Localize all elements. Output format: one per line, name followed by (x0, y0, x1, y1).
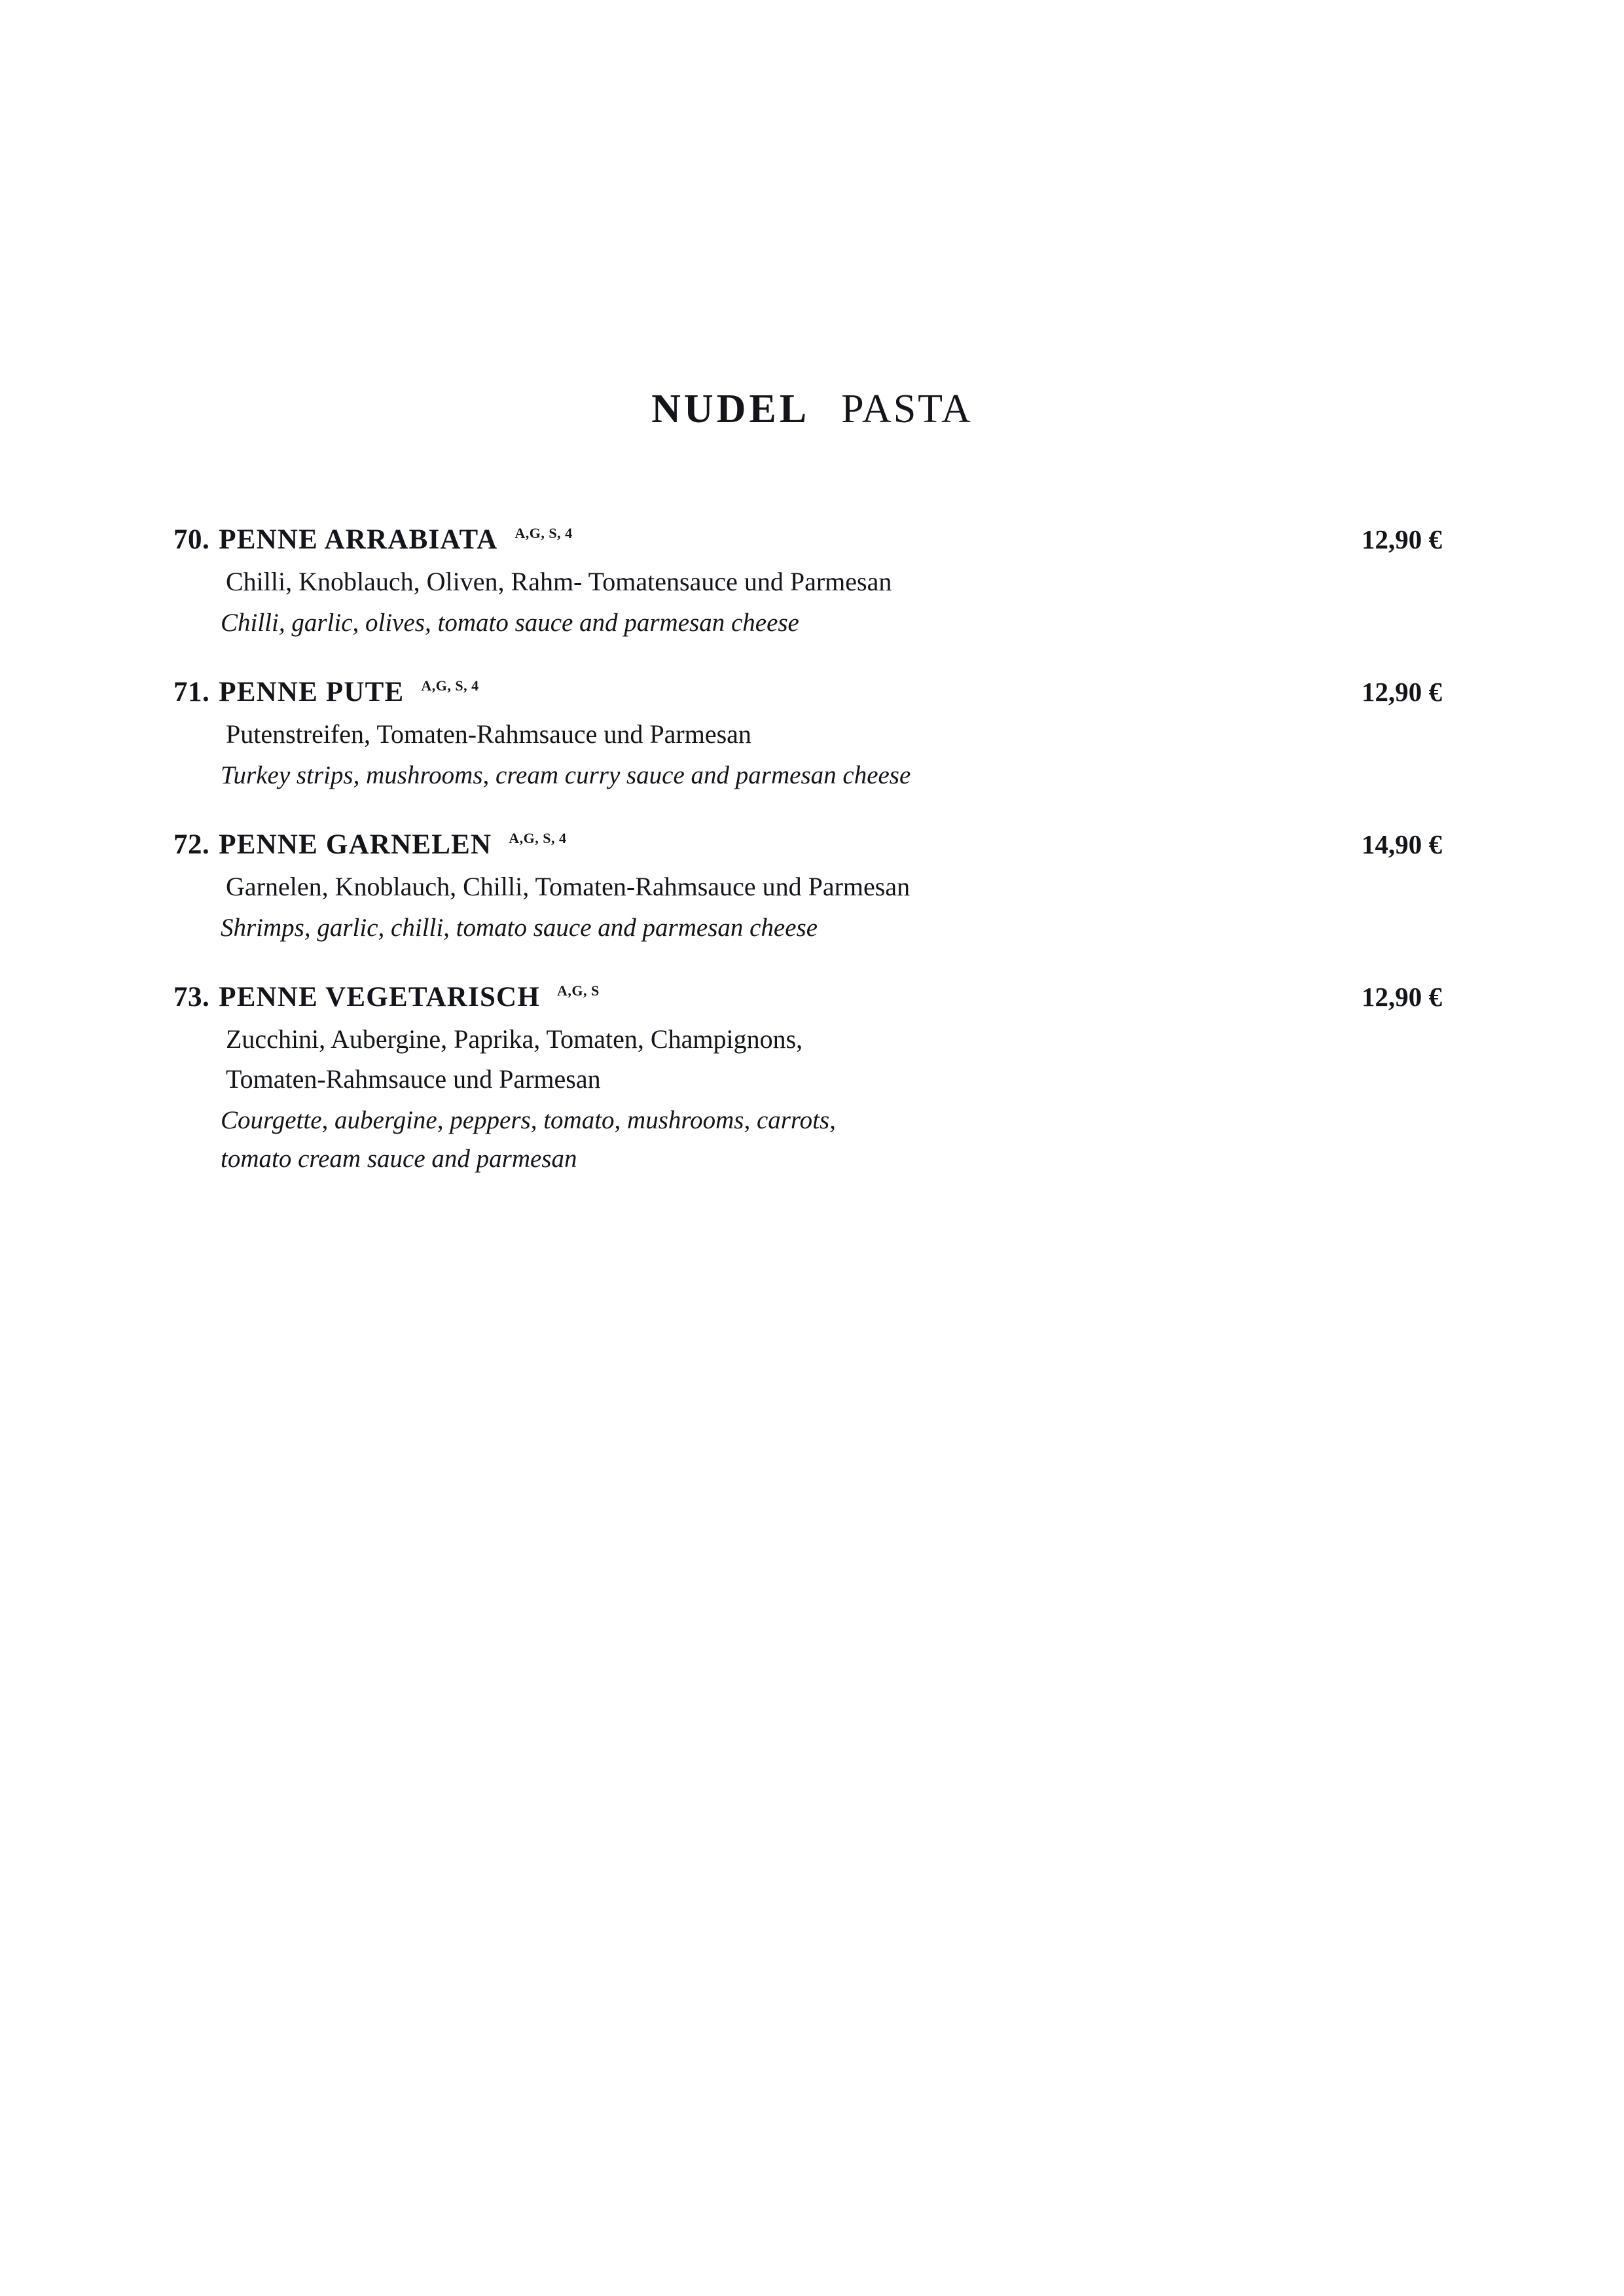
menu-item-number: 70. (173, 524, 210, 555)
description-line: Garnelen, Knoblauch, Chilli, Tomaten-Rahmsauce und Parmesan (226, 872, 911, 902)
page-title-de: NUDEL (651, 387, 810, 431)
description-line: tomato cream sauce and parmesan (221, 1145, 577, 1174)
menu-item-description-de (226, 715, 1456, 755)
description-line: Chilli, garlic, olives, tomato sauce and parmesan cheese (221, 608, 799, 637)
menu-item-price: 12,90 € (1362, 677, 1442, 708)
menu-item-allergens: A,G, S (556, 982, 600, 999)
menu-item-price: 14,90 € (1362, 829, 1442, 860)
menu-item-price: 12,90 € (1362, 524, 1442, 554)
menu-item-price: 12,90 € (1362, 982, 1442, 1013)
menu-item-name: PENNE ARRABIATA (219, 524, 498, 555)
menu-item-allergens: A,G, S, 4 (509, 830, 567, 847)
menu-item-title (173, 524, 573, 556)
description-line: Chilli, Knoblauch, Oliven, Rahm- Tomatensauce und Parmesan (226, 567, 892, 596)
description-line: Shrimps, garlic, chilli, tomato sauce and parmesan cheese (221, 913, 818, 942)
menu-item-title (173, 676, 479, 708)
description-line: Zucchini, Aubergine, Paprika, Tomaten, Champignons, (226, 1024, 803, 1054)
menu-item (173, 676, 1456, 795)
description-line: Courgette, aubergine, peppers, tomato, mushrooms, carrots, (221, 1105, 836, 1134)
menu-item-title (173, 981, 600, 1013)
menu-item-name: PENNE GARNELEN (219, 829, 492, 861)
menu-item (173, 981, 1456, 1178)
menu-item-description-en (221, 756, 1456, 795)
page-title (0, 386, 1624, 433)
menu-item-allergens: A,G, S, 4 (421, 677, 479, 694)
menu-item (173, 524, 1456, 642)
menu-item-description-de (226, 867, 1456, 907)
menu-item-title-row (173, 981, 1456, 1013)
menu-item-list (173, 524, 1456, 1212)
menu-item-description-en (221, 1101, 1456, 1179)
menu-item-title-row (173, 524, 1456, 556)
menu-item-allergens: A,G, S, 4 (514, 525, 573, 541)
description-line: Tomaten-Rahmsauce und Parmesan (226, 1064, 601, 1094)
menu-item-name: PENNE PUTE (219, 677, 405, 708)
menu-item-title-row (173, 676, 1456, 708)
menu-item-number: 72. (173, 829, 210, 861)
description-line: Putenstreifen, Tomaten-Rahmsauce und Parmesan (226, 719, 751, 749)
menu-item-number: 73. (173, 982, 210, 1013)
menu-item-description-en (221, 603, 1456, 642)
menu-item-name: PENNE VEGETARISCH (219, 982, 540, 1013)
menu-item-title (173, 829, 567, 861)
menu-item-title-row (173, 829, 1456, 861)
menu-item-description-de (226, 1020, 1456, 1100)
page-title-en: PASTA (841, 387, 973, 431)
menu-item (173, 829, 1456, 947)
menu-item-number: 71. (173, 677, 210, 708)
menu-item-description-en (221, 908, 1456, 947)
description-line: Turkey strips, mushrooms, cream curry sauce and parmesan cheese (221, 761, 911, 789)
menu-item-description-de (226, 562, 1456, 602)
